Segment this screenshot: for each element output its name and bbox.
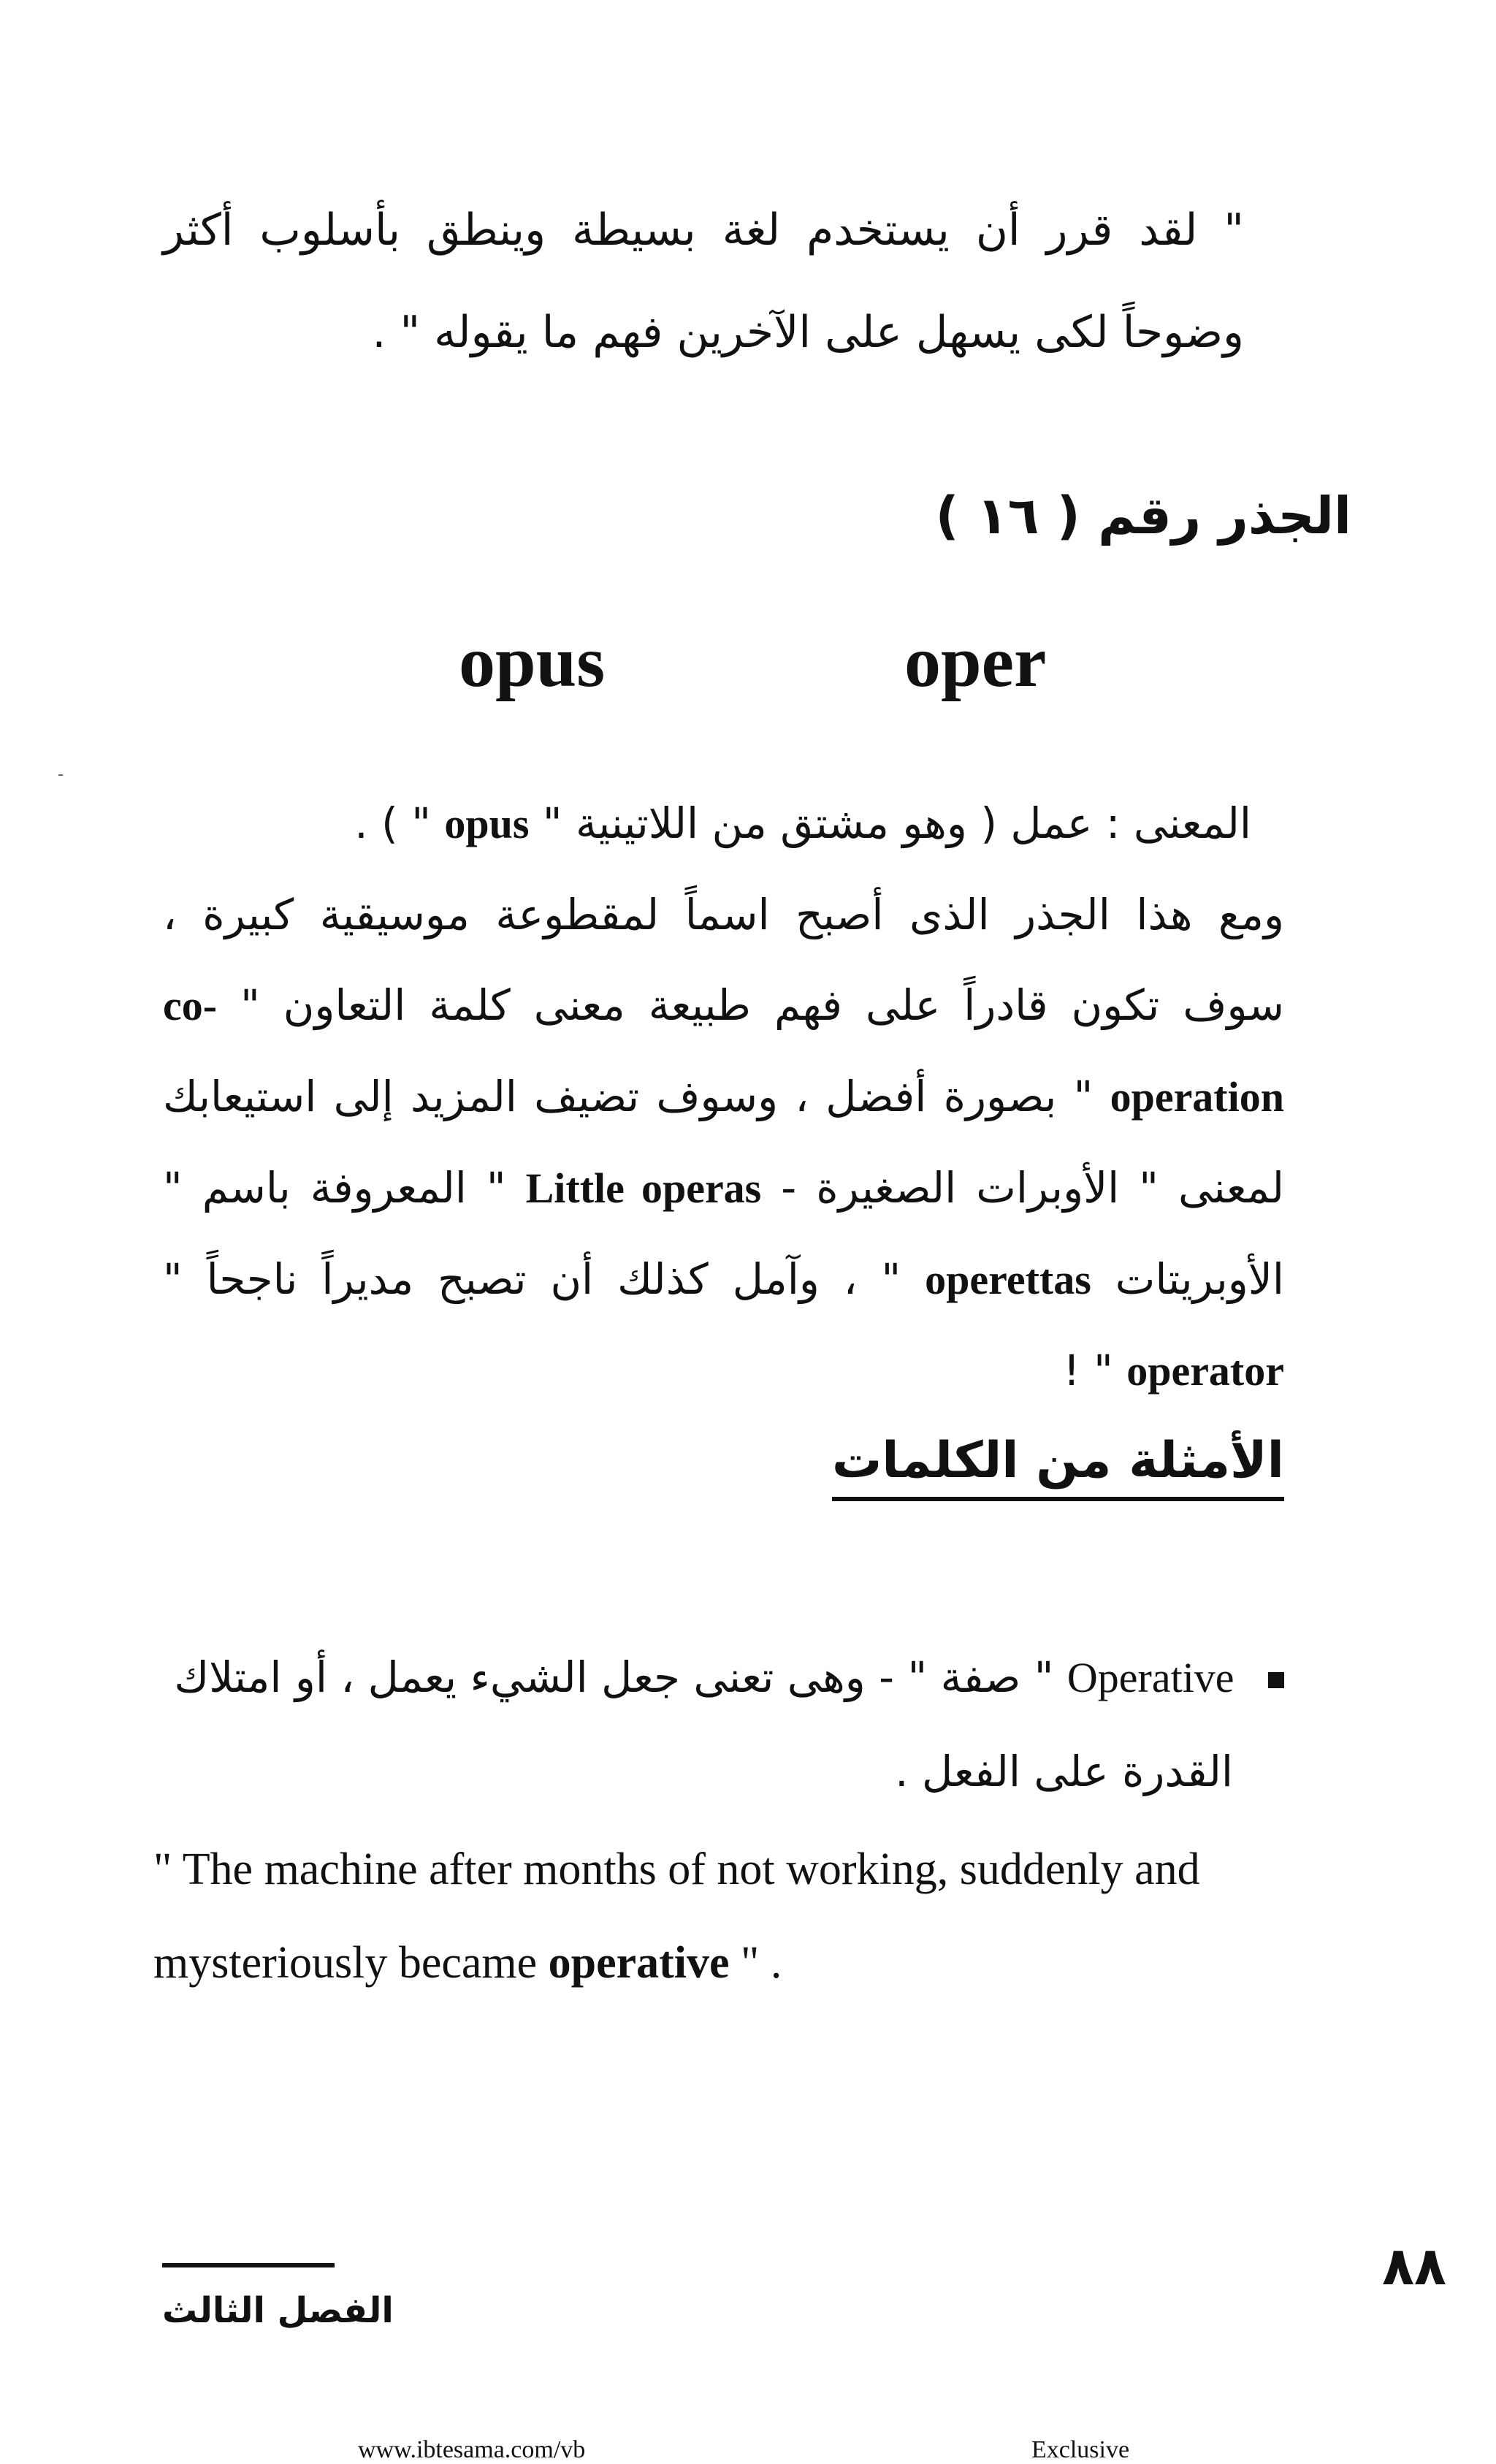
paragraph-segment-3: " المعروفة باسم " الأوبريتات — [163, 1163, 1284, 1304]
quote-paragraph — [163, 179, 1244, 384]
examples-section-title: الأمثلة من الكلمات — [832, 1432, 1284, 1501]
english-sentence-start: " The machine after months of not working, suddenly and mysteriously became — [153, 1845, 1200, 1988]
example-definition-line2: القدرة على الفعل . — [895, 1747, 1233, 1796]
example-definition-line1: " صفة " - وهى تعنى جعل الشيء يعمل ، أو امتلاك — [174, 1652, 1054, 1702]
term-co-operation: co-operation — [163, 982, 1284, 1121]
english-example-sentence — [153, 1823, 1264, 2010]
example-term: Operative — [1066, 1654, 1234, 1701]
english-sentence-keyword: operative — [548, 1938, 730, 1988]
bullet-square-icon — [1268, 1672, 1284, 1688]
root-word-oper: oper — [904, 621, 1047, 702]
meaning-latin-word: opus — [444, 800, 530, 847]
root-heading: الجذر رقم ( ١٦ ) — [935, 486, 1351, 546]
quote-text: " لقد قرر أن يستخدم لغة بسيطة وينطق بأسلوب أكثر وضوحاً لكى يسهل على الآخرين فهم ما يقوله " . — [163, 205, 1244, 358]
example-entry — [159, 1630, 1284, 1818]
explanation-paragraph — [163, 778, 1284, 1416]
term-operator: operator — [1126, 1347, 1284, 1395]
watermark-exclusive: Exclusive — [1031, 2436, 1130, 2463]
paragraph-segment-5: " ! — [1063, 1346, 1113, 1395]
meaning-prefix: المعنى : عمل ( وهو مشتق من اللاتينية " — [542, 798, 1251, 848]
page-number: ٨٨ — [1382, 2235, 1446, 2297]
term-operettas: operettas — [925, 1256, 1091, 1303]
scan-speck — [58, 774, 63, 776]
term-little-operas: Little operas — [525, 1164, 762, 1212]
english-sentence-end: " . — [741, 1938, 782, 1988]
chapter-label: الفصل الثالث — [162, 2290, 394, 2331]
meaning-line — [163, 778, 1284, 869]
root-word-opus: opus — [459, 621, 606, 702]
footer-rule — [162, 2263, 335, 2267]
watermark-url: www.ibtesama.com/vb — [358, 2436, 586, 2463]
paragraph-segment-4: " ، وآمل كذلك أن تصبح مديراً ناجحاً " — [163, 1254, 901, 1304]
meaning-suffix: " ) . — [354, 798, 431, 848]
paragraph-segment-1: ومع هذا الجذر الذى أصبح اسماً لمقطوعة موسيقية كبيرة ، سوف تكون قادراً على فهم طبيعة معنى كلمة التعاون " — [163, 890, 1285, 1030]
paragraph-segment-2: " بصورة أفضل ، وسوف تضيف المزيد إلى استيعابك لمعنى " الأوبرات الصغيرة - — [163, 1072, 1285, 1213]
